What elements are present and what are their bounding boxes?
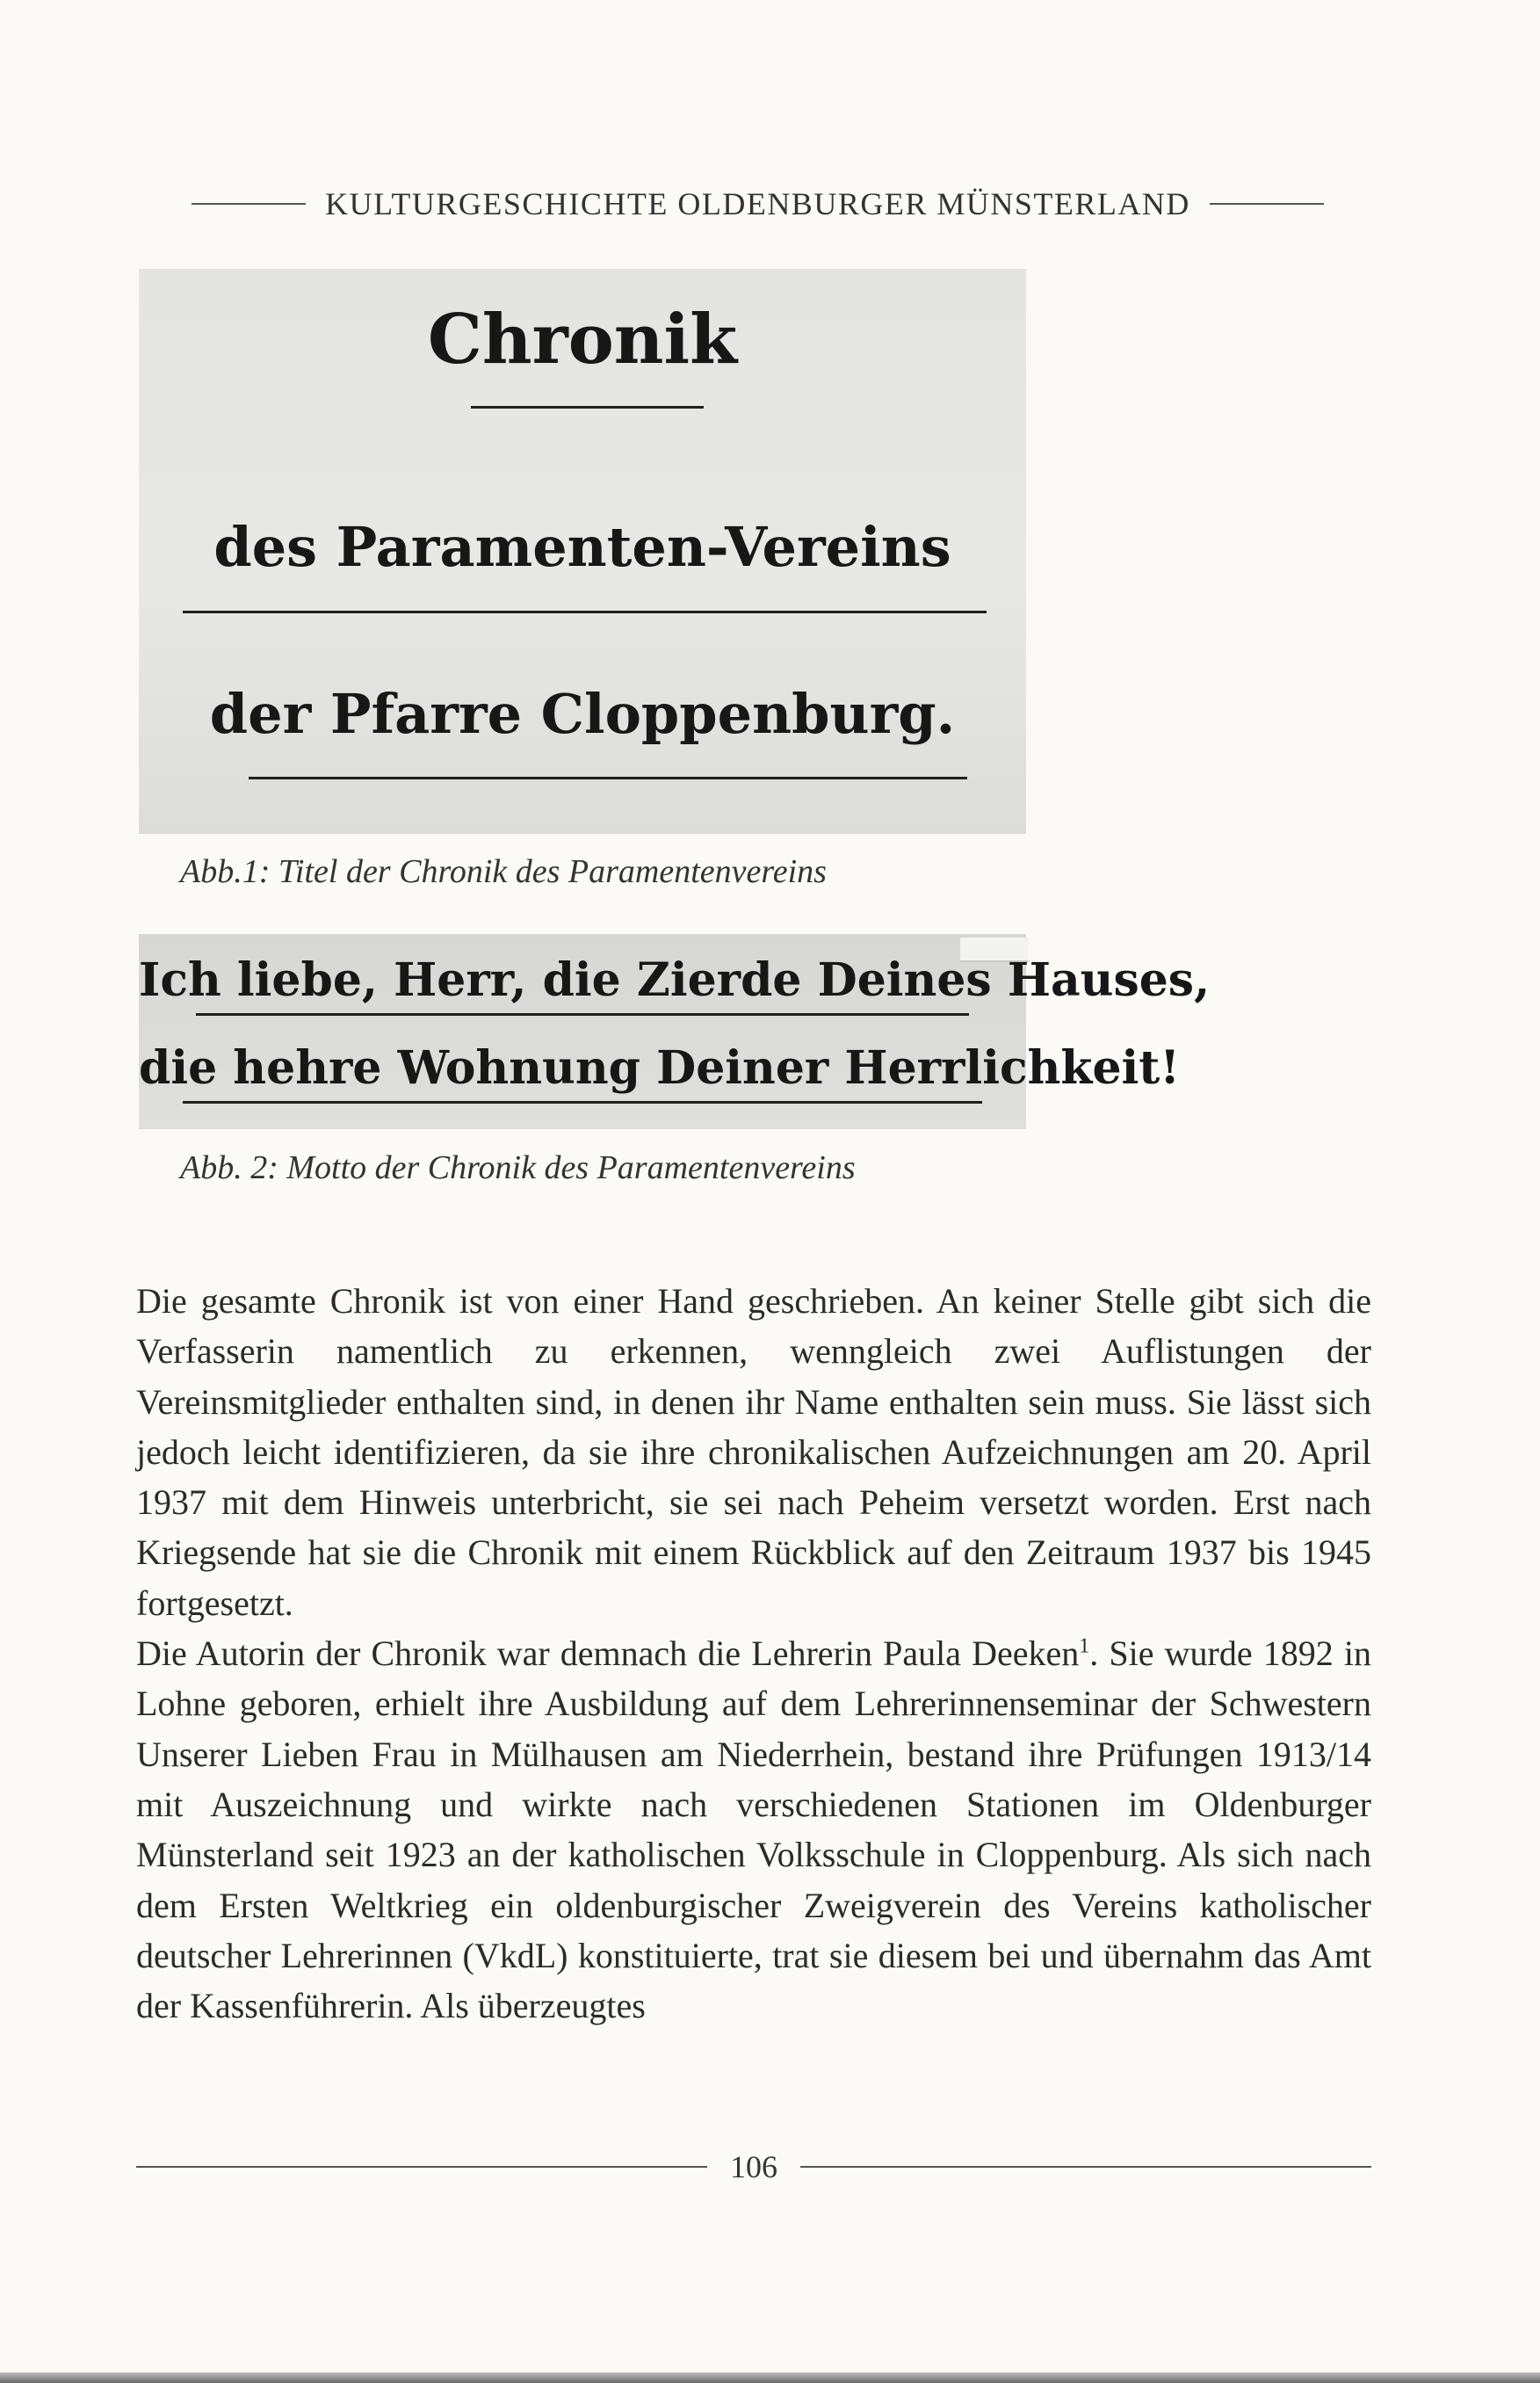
figure2-underline-2: [183, 1101, 982, 1104]
scan-bottom-edge: [0, 2372, 1540, 2383]
running-head: [141, 186, 1375, 221]
page-number: 106: [730, 2149, 777, 2184]
figure2-caption: Abb. 2: Motto der Chronik des Paramentenvereins: [180, 1149, 856, 1186]
figure1-underline-3: [249, 777, 967, 779]
figure1-line-3: der Pfarre Cloppenburg.: [209, 682, 956, 746]
header-rule-left: [192, 203, 306, 205]
figure2-line-2: die hehre Wohnung Deiner Herrlichkeit!: [139, 1041, 1181, 1095]
figure1-line-2: des Paramenten-Vereins: [213, 515, 951, 579]
figure1-underline-1: [471, 406, 704, 409]
paragraph-2-start: Die Autorin der Chronik war demnach die Lehrerin Paula Deeken: [136, 1633, 1080, 1674]
footnote-ref: 1: [1079, 1634, 1090, 1658]
paragraph-1: Die gesamte Chronik ist von einer Hand geschrieben. An keiner Stelle gibt sich die Verfasserin namentlich zu erkennen, wenngleich zwei Auflistungen der Vereinsmitglieder enthalten sind, in denen ihr Name enthalten sein muss. Sie lässt sich jedoch leicht identifizieren, da sie ihre chronikalischen Aufzeichnungen am 20. April 1937 mit dem Hinweis unterbricht, sie sei nach Peheim versetzt worden. Erst nach Kriegsende hat sie die Chronik mit einem Rückblick auf den Zeitraum 1937 bis 1945 fortgesetzt.: [136, 1281, 1371, 1623]
figure2-underline-1: [196, 1013, 969, 1016]
footer-rule-right: [800, 2166, 1371, 2168]
header-rule-right: [1210, 203, 1324, 205]
body-text: [136, 1276, 1371, 2031]
figure2-line-1: Ich liebe, Herr, die Zierde Deines Hauses,: [139, 953, 1211, 1007]
figure1-underline-2: [183, 611, 987, 613]
paragraph-2-rest: . Sie wurde 1892 in Lohne geboren, erhielt ihre Ausbildung auf dem Lehrerinnenseminar der Schwestern Unserer Lieben Frau in Mülhausen am Niederrhein, bestand ihre Prüfungen 1913/14 mit Auszeichnung und wirkte nach verschiedenen Stationen im Oldenburger Münsterland seit 1923 an der katholischen Volksschule in Cloppenburg. Als sich nach dem Ersten Weltkrieg ein oldenburgischer Zweigverein des Vereins katholischer deutscher Lehrerinnen (VkdL) konstituierte, trat sie diesem bei und übernahm das Amt der Kassenführerin. Als überzeugtes: [136, 1633, 1371, 2026]
running-head-title: KULTURGESCHICHTE OLDENBURGER MÜNSTERLAND: [325, 186, 1190, 221]
figure1-caption: Abb.1: Titel der Chronik des Paramentenvereins: [180, 853, 827, 890]
page-footer: [136, 2148, 1371, 2186]
figure1-line-1: Chronik: [427, 300, 738, 380]
paragraph-2: [136, 1628, 1371, 2031]
figure-chronik-motto: [139, 934, 1211, 1129]
figure-chronik-title-page: [139, 269, 1026, 834]
footer-rule-left: [136, 2166, 707, 2168]
